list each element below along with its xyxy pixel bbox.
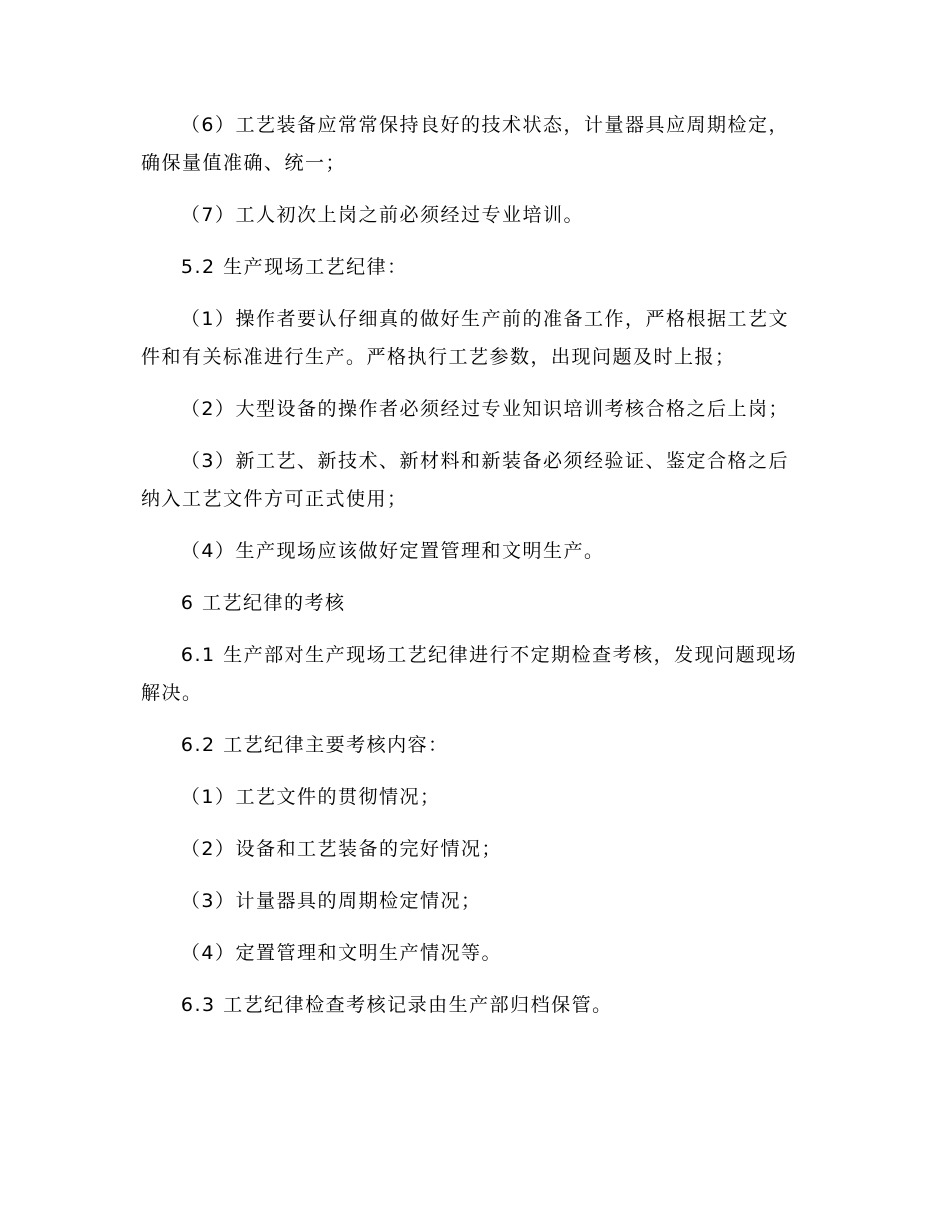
paragraph-4-site-management: （4）生产现场应该做好定置管理和文明生产。 <box>180 540 605 562</box>
paragraph-6-3: 6.3 工艺纪律检查考核记录由生产部归档保管。 <box>180 994 613 1016</box>
document-body <box>141 106 801 1038</box>
list-item-1: （1）工艺文件的贯彻情况； <box>180 786 441 808</box>
paragraph-6-1: 6.1 生产部对生产现场工艺纪律进行不定期检查考核，发现问题现场解决。 <box>141 644 798 704</box>
heading-6-2: 6.2 工艺纪律主要考核内容： <box>180 734 449 756</box>
paragraph-6-equipment: （6）工艺装备应常常保持良好的技术状态，计量器具应周期检定，确保量值准确、统一； <box>141 114 789 174</box>
paragraph-1-preparation: （1）操作者要认仔细真的做好生产前的准备工作，严格根据工艺文件和有关标准进行生产。严格执行工艺参数，出现问题及时上报； <box>141 308 789 368</box>
list-item-3: （3）计量器具的周期检定情况； <box>180 890 482 912</box>
heading-6: 6 工艺纪律的考核 <box>180 592 346 614</box>
heading-5-2: 5.2 生产现场工艺纪律： <box>180 256 408 278</box>
list-item-2: （2）设备和工艺装备的完好情况； <box>180 838 502 860</box>
paragraph-3-new-process: （3）新工艺、新技术、新材料和新装备必须经验证、鉴定合格之后纳入工艺文件方可正式使用； <box>141 450 789 510</box>
paragraph-2-large-equipment: （2）大型设备的操作者必须经过专业知识培训考核合格之后上岗； <box>180 398 789 420</box>
list-item-4: （4）定置管理和文明生产情况等。 <box>180 942 502 964</box>
paragraph-7-training: （7）工人初次上岗之前必须经过专业培训。 <box>180 204 584 226</box>
